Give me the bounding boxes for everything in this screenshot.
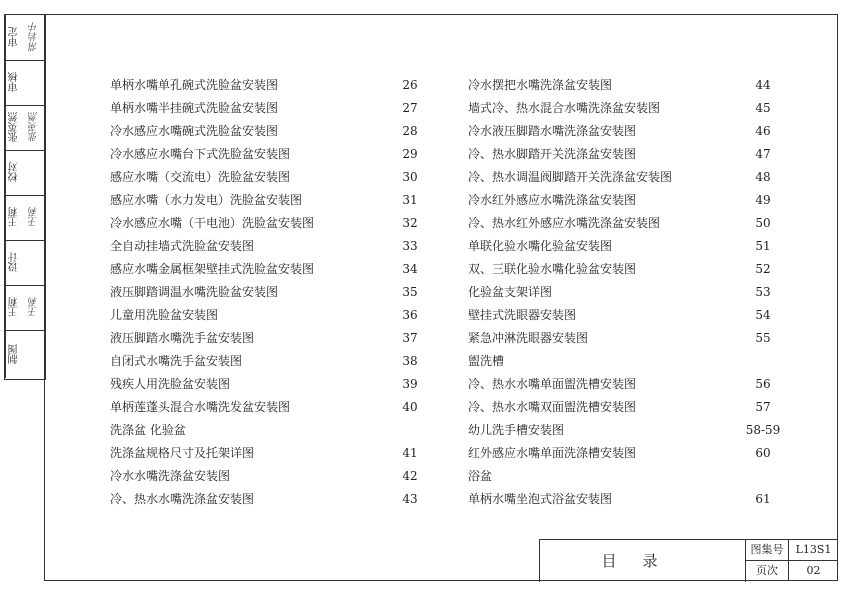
toc-title: 单柄水嘴半挂碗式洗脸盆安装图 [110, 101, 279, 115]
toc-title: 壁挂式洗眼器安装图 [468, 308, 577, 322]
toc-title: 单柄水嘴坐泡式浴盆安装图 [468, 492, 613, 506]
title-block [539, 539, 837, 582]
toc-title: 残疾人用洗脸盆安装图 [110, 377, 231, 391]
signoff-signature [24, 60, 45, 105]
toc-page: 26 [402, 78, 418, 92]
toc-title: 化验盆支架详图 [468, 285, 553, 299]
toc-page: 33 [402, 239, 418, 253]
toc-title: 冷水感应水嘴碗式洗脸盆安装图 [110, 124, 279, 138]
toc-page: 43 [402, 492, 418, 506]
signoff-signature: 王莉 [29, 297, 40, 318]
signoff-signature: 张英然 [29, 112, 40, 143]
signoff-role: 审定 [5, 15, 24, 60]
toc-page: 31 [402, 193, 418, 207]
toc-page: 41 [402, 446, 418, 460]
toc-title: 冷、热水水嘴双面盥洗槽安装图 [468, 400, 637, 414]
sheet-title: 目录 [601, 552, 684, 570]
toc-title: 液压脚踏水嘴洗手盆安装图 [110, 331, 255, 345]
toc-title: 盥洗槽 [468, 354, 505, 368]
toc-title: 单柄莲蓬头混合水嘴洗发盆安装图 [110, 400, 291, 414]
toc-title: 红外感应水嘴单面洗涤槽安装图 [468, 446, 637, 460]
signoff-cell [5, 195, 45, 241]
toc-page: 38 [402, 354, 418, 368]
toc-page: 48 [755, 170, 771, 184]
toc-page: 46 [755, 124, 771, 138]
toc-title: 幼儿洗手槽安装图 [468, 423, 565, 437]
toc-title: 自闭式水嘴洗手盆安装图 [110, 354, 243, 368]
page-number-value: 02 [806, 564, 821, 577]
toc-title: 冷水液压脚踏水嘴洗涤盆安装图 [468, 124, 637, 138]
signoff-strip [4, 14, 46, 380]
toc-page: 60 [755, 446, 771, 460]
toc-title: 双、三联化验水嘴化验盆安装图 [468, 262, 637, 276]
signoff-role: 设计 [5, 240, 24, 285]
signoff-cell [5, 150, 45, 196]
signoff-signature: 王莉 [29, 207, 40, 228]
toc-page: 57 [755, 400, 771, 414]
toc-title: 墙式冷、热水混合水嘴洗涤盆安装图 [468, 101, 661, 115]
toc-title: 感应水嘴金属框架壁挂式洗脸盆安装图 [110, 262, 315, 276]
signoff-cell [5, 330, 45, 378]
toc-page: 39 [402, 377, 418, 391]
toc-page: 47 [755, 147, 771, 161]
toc-page: 44 [755, 78, 771, 92]
toc-page: 54 [755, 308, 771, 322]
toc-title: 洗涤盆 化验盆 [110, 423, 186, 437]
signoff-role: 王莉 [5, 195, 24, 240]
toc-page: 53 [755, 285, 771, 299]
toc-title: 儿童用洗脸盆安装图 [110, 308, 219, 322]
toc-page: 32 [402, 216, 418, 230]
toc-page: 27 [402, 101, 418, 115]
toc-page: 35 [402, 285, 418, 299]
toc-page: 52 [755, 262, 771, 276]
toc-title: 单柄水嘴单孔碗式洗脸盆安装图 [110, 78, 279, 92]
signoff-role: 校对 [5, 150, 24, 195]
toc-page: 49 [755, 193, 771, 207]
signoff-signature [24, 240, 45, 285]
toc-page: 55 [755, 331, 771, 345]
toc-title: 冷、热水水嘴单面盥洗槽安装图 [468, 377, 637, 391]
toc-title: 冷、热水脚踏开关洗涤盆安装图 [468, 147, 637, 161]
toc-title: 冷水感应水嘴（干电池）洗脸盆安装图 [110, 216, 315, 230]
toc-page: 50 [755, 216, 771, 230]
toc-page: 34 [402, 262, 418, 276]
signoff-signature [24, 150, 45, 195]
atlas-number-value: L13S1 [789, 540, 838, 561]
toc-title: 感应水嘴（交流电）洗脸盆安装图 [110, 170, 291, 184]
signoff-cell [5, 60, 45, 106]
signoff-role: 审核 [5, 60, 24, 105]
toc-page: 45 [755, 101, 771, 115]
toc-title: 冷水摆把水嘴洗涤盆安装图 [468, 78, 613, 92]
toc-page: 42 [402, 469, 418, 483]
toc-page: 37 [402, 331, 418, 345]
toc-title: 冷、热水红外感应水嘴洗涤盆安装图 [468, 216, 661, 230]
toc-title: 感应水嘴（水力发电）洗脸盆安装图 [110, 193, 303, 207]
signoff-signature: 常岩中 [29, 22, 40, 53]
toc-title: 浴盆 [468, 469, 493, 483]
toc-title: 冷水感应水嘴台下式洗脸盆安装图 [110, 147, 291, 161]
toc-page: 40 [402, 400, 418, 414]
toc-title: 冷水红外感应水嘴洗涤盆安装图 [468, 193, 637, 207]
toc-page: 51 [755, 239, 771, 253]
signoff-role: 张英然 [5, 105, 24, 150]
frame-bottom-rule [44, 580, 837, 581]
toc-page: 61 [755, 492, 771, 506]
toc-title: 液压脚踏调温水嘴洗脸盆安装图 [110, 285, 279, 299]
toc-page: 30 [402, 170, 418, 184]
signoff-cell [5, 240, 45, 286]
toc-page: 29 [402, 147, 418, 161]
toc-title: 冷水水嘴洗涤盆安装图 [110, 469, 231, 483]
toc-title: 全自动挂墙式洗脸盆安装图 [110, 239, 255, 253]
title-block-grid [745, 540, 838, 582]
toc-title: 单联化验水嘴化验盆安装图 [468, 239, 613, 253]
toc-page: 36 [402, 308, 418, 322]
signoff-role: 制图 [5, 330, 24, 378]
toc-title: 紧急冲淋洗眼器安装图 [468, 331, 589, 345]
toc-page: 56 [755, 377, 771, 391]
toc-page: 28 [402, 124, 418, 138]
toc-title: 冷、热水调温阀脚踏开关洗涤盆安装图 [468, 170, 673, 184]
toc-title: 洗涤盆规格尺寸及托架详图 [110, 446, 255, 460]
toc-title: 冷、热水水嘴洗涤盆安装图 [110, 492, 255, 506]
atlas-number-label: 图集号 [746, 540, 789, 561]
toc-page: 58-59 [745, 423, 781, 437]
page-number-label: 页次 [746, 561, 789, 581]
signoff-cell [5, 15, 45, 61]
signoff-cell [5, 105, 45, 151]
signoff-signature [24, 330, 45, 378]
signoff-cell [5, 285, 45, 331]
signoff-role: 王莉 [5, 285, 24, 330]
